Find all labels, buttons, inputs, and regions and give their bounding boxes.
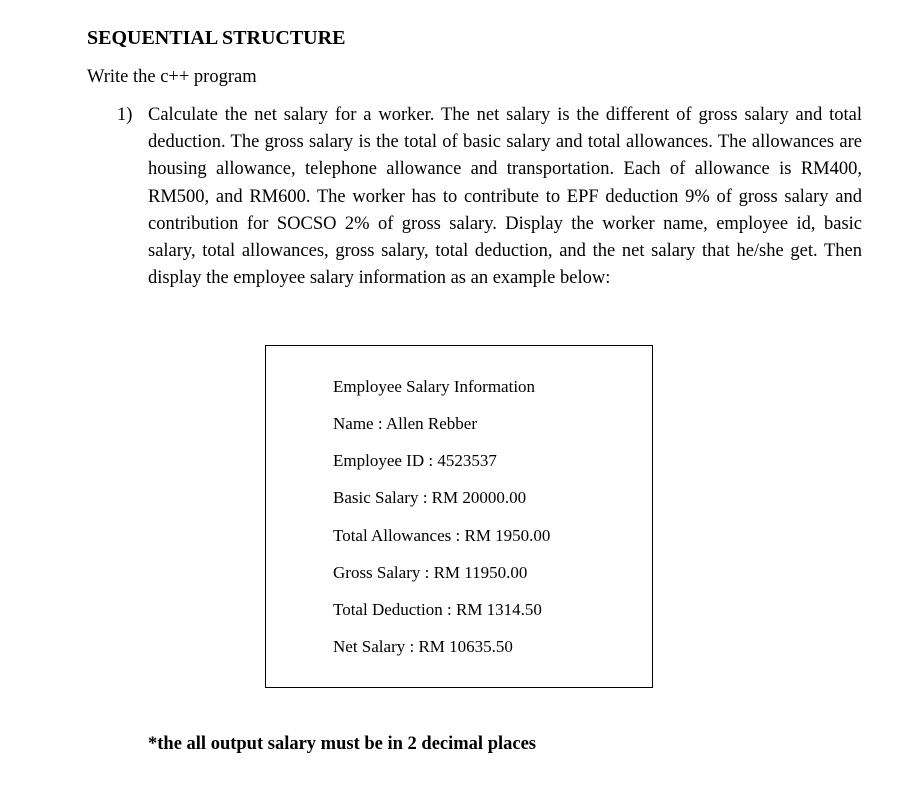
intro-text: Write the c++ program [87, 67, 257, 87]
question-number: 1) [117, 105, 133, 125]
output-total-deduction-line: Total Deduction : RM 1314.50 [333, 600, 542, 619]
output-basic-salary-line: Basic Salary : RM 20000.00 [333, 488, 527, 507]
section-heading: SEQUENTIAL STRUCTURE [87, 27, 346, 49]
sample-output-box [265, 345, 653, 688]
output-net-salary-line: Net Salary : RM 10635.50 [333, 637, 513, 656]
question-text: Calculate the net salary for a worker. The net salary is the different of gross salary and total deduction. The gross salary is the total of basic salary and total allowances. The allowances are housing allowance, telephone allowance and transportation. Each of allowance is RM400, RM500, and RM600. The worker has to contribute to EPF deduction 9% of gross salary and contribution for SOCSO 2% of gross salary. Display the worker name, employee id, basic salary, total allowances, gross salary, total deduction, and the net salary that he/she get. Then display the employee salary information as an example below: [148, 105, 862, 289]
output-title-line: Employee Salary Information [333, 377, 536, 396]
output-name-line: Name : Allen Rebber [333, 414, 477, 433]
decimal-places-note: *the all output salary must be in 2 decimal places [148, 734, 536, 754]
output-total-allowances-line: Total Allowances : RM 1950.00 [333, 526, 551, 545]
output-employee-id-line: Employee ID : 4523537 [333, 451, 497, 470]
output-gross-salary-line: Gross Salary : RM 11950.00 [333, 563, 528, 582]
